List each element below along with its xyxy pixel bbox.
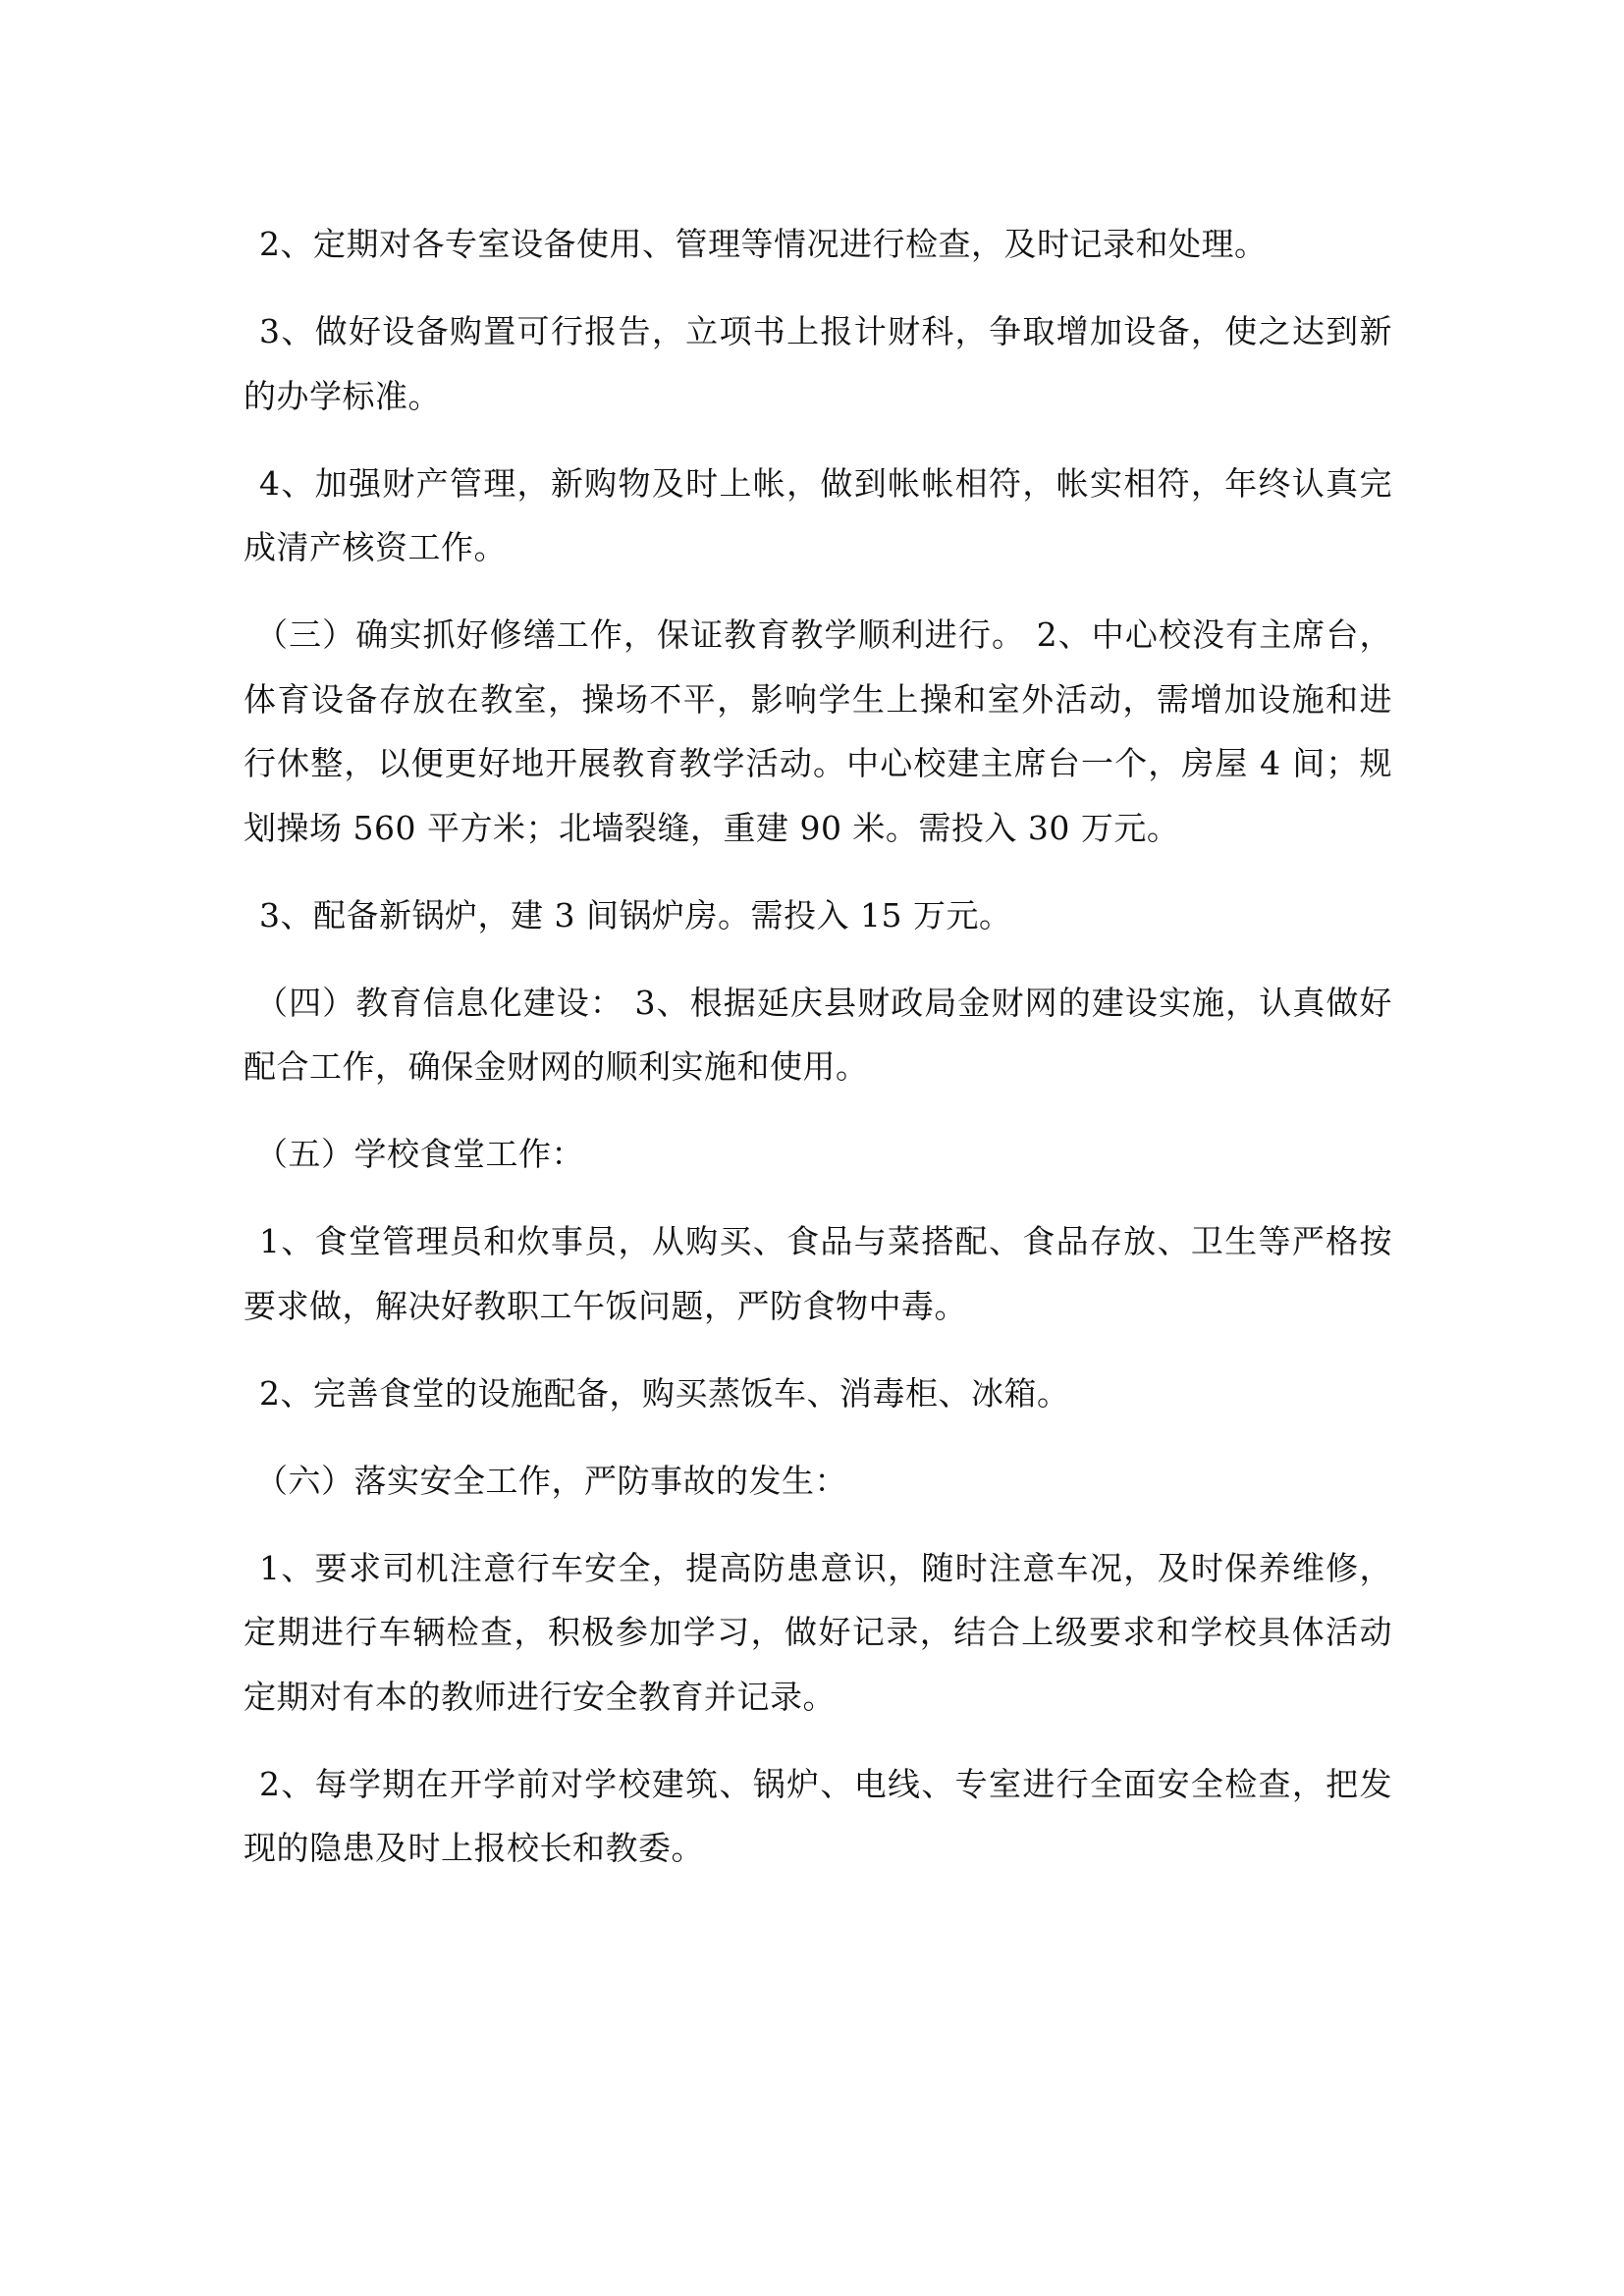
paragraph-equipment-purchase-report: 3、做好设备购置可行报告，立项书上报计财科，争取增加设备，使之达到新的办学标准。 [244,312,1392,415]
document-body [244,212,1392,1903]
paragraph-canteen-staff: 1、食堂管理员和炊事员，从购买、食品与菜搭配、食品存放、卫生等严格按要求做，解决好教职工午饭问题，严防食物中毒。 [244,1222,1392,1325]
paragraph-property-management: 4、加强财产管理，新购物及时上帐，做到帐帐相符，帐实相符，年终认真完成清产核资工作。 [244,463,1392,566]
paragraph-informatization: （四）教育信息化建设： 3、根据延庆县财政局金财网的建设实施，认真做好配合工作，确保金财网的顺利实施和使用。 [244,983,1392,1086]
paragraph-boiler: 3、配备新锅炉，建 3 间锅炉房。需投入 15 万元。 [259,895,1012,934]
paragraph-repair-work: （三）确实抓好修缮工作，保证教育教学顺利进行。 2、中心校没有主席台，体育设备存放在教室，操场不平，影响学生上操和室外活动，需增加设施和进行休整，以便更好地开展教育教学活动。中心校建主席台一个，房屋 4 间；规划操场 560 平方米；北墙裂缝，重建 90 米。需投入 30 万元。 [244,615,1392,847]
heading-safety-work: （六）落实安全工作，严防事故的发生： [255,1461,847,1500]
paragraph-equipment-inspection: 2、定期对各专室设备使用、管理等情况进行检查，及时记录和处理。 [259,225,1268,263]
paragraph-canteen-facilities: 2、完善食堂的设施配备，购买蒸饭车、消毒柜、冰箱。 [259,1373,1070,1413]
paragraph-driver-safety: 1、要求司机注意行车安全，提高防患意识，随时注意车况，及时保养维修，定期进行车辆检查，积极参加学习，做好记录，结合上级要求和学校具体活动定期对有本的教师进行安全教育并记录。 [244,1548,1392,1716]
heading-canteen-work: （五）学校食堂工作： [255,1135,584,1173]
paragraph-semester-inspection: 2、每学期在开学前对学校建筑、锅炉、电线、专室进行全面安全检查，把发现的隐患及时上报校长和教委。 [244,1764,1392,1867]
